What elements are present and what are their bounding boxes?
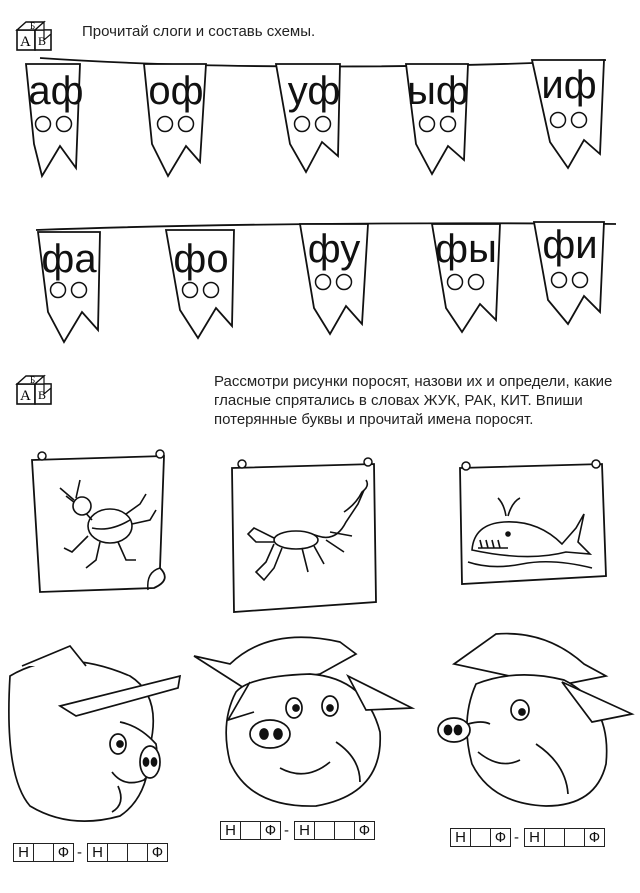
- flag-fu: [300, 224, 368, 334]
- abc-block-letter-side: В: [38, 34, 47, 48]
- abc-block-letter-front: А: [20, 388, 31, 404]
- answer-blank-cell[interactable]: [240, 821, 261, 840]
- abc-block-letter-top: Б: [30, 375, 36, 385]
- flag-syllable: иф: [541, 63, 597, 107]
- abc-block-letter-front: А: [20, 34, 31, 50]
- answer-dash: -: [514, 829, 519, 846]
- answer-letter-cell: Н: [294, 821, 315, 840]
- answer-blank-cell[interactable]: [107, 843, 128, 862]
- flag-uf: [276, 64, 340, 172]
- flag-syllable: фа: [41, 237, 97, 281]
- answer-dash: -: [77, 844, 82, 861]
- answer-dash: -: [284, 822, 289, 839]
- abc-block-letter-top: Б: [30, 21, 36, 31]
- abc-block-letter-side: В: [38, 388, 47, 402]
- task1-instruction: Прочитай слоги и составь схемы.: [82, 23, 316, 40]
- answer-letter-cell: Н: [450, 828, 471, 847]
- answer-letter-cell: Ф: [260, 821, 281, 840]
- answer-letter-cell: Н: [13, 843, 34, 862]
- answer-boxes-1: [13, 843, 173, 862]
- answer-letter-cell: Ф: [354, 821, 375, 840]
- flag-syllable: фо: [173, 237, 229, 281]
- answer-letter-cell: Н: [220, 821, 241, 840]
- answer-letter-cell: Н: [524, 828, 545, 847]
- flag-syllable: фы: [435, 227, 497, 271]
- answer-boxes-2: [220, 821, 380, 840]
- flag-of: [144, 64, 206, 176]
- crayfish-picture: [226, 452, 396, 620]
- flag-if: [532, 60, 604, 168]
- flag-syllable: уф: [287, 69, 341, 113]
- whale-picture: [452, 458, 618, 596]
- flag-af: [26, 64, 84, 176]
- flag-syllable: ыф: [407, 69, 469, 113]
- pin-icon: [238, 460, 246, 468]
- pin-icon: [38, 452, 46, 460]
- flag-syllable: аф: [28, 69, 84, 113]
- flag-fo: [166, 230, 234, 338]
- pin-icon: [156, 450, 164, 458]
- flag-fy: [432, 224, 500, 332]
- answer-letter-cell: Н: [87, 843, 108, 862]
- pin-icon: [364, 458, 372, 466]
- garland-row-2: [0, 200, 640, 350]
- piglet-2-illustration: [190, 612, 420, 824]
- flag-yf: [406, 64, 469, 174]
- answer-blank-cell[interactable]: [314, 821, 335, 840]
- flag-fa: [38, 232, 100, 342]
- flag-syllable: оф: [148, 69, 204, 113]
- task2-instruction-line-3: потерянные буквы и прочитай имена поросят.: [214, 411, 534, 428]
- answer-blank-cell[interactable]: [127, 843, 148, 862]
- beetle-picture: [22, 448, 180, 596]
- garland-row-1: [0, 44, 640, 194]
- answer-blank-cell[interactable]: [470, 828, 491, 847]
- task2-instruction-line-2: гласные спрятались в словах ЖУК, РАК, КИТ. Впиши: [214, 392, 583, 409]
- answer-blank-cell[interactable]: [334, 821, 355, 840]
- answer-boxes-3: [450, 828, 610, 847]
- answer-blank-cell[interactable]: [33, 843, 54, 862]
- abc-blocks-icon: [14, 370, 58, 406]
- answer-letter-cell: Ф: [584, 828, 605, 847]
- answer-letter-cell: Ф: [53, 843, 74, 862]
- answer-blank-cell[interactable]: [564, 828, 585, 847]
- piglet-3-illustration: [436, 624, 636, 820]
- task2-instruction-line-1: Рассмотри рисунки поросят, назови их и определи, какие: [214, 373, 613, 390]
- flag-fi: [534, 222, 604, 324]
- answer-blank-cell[interactable]: [544, 828, 565, 847]
- answer-letter-cell: Ф: [147, 843, 168, 862]
- pin-icon: [592, 460, 600, 468]
- answer-letter-cell: Ф: [490, 828, 511, 847]
- piglet-1-illustration: [0, 636, 190, 836]
- pin-icon: [462, 462, 470, 470]
- flag-syllable: фу: [307, 227, 361, 271]
- flag-syllable: фи: [542, 223, 598, 267]
